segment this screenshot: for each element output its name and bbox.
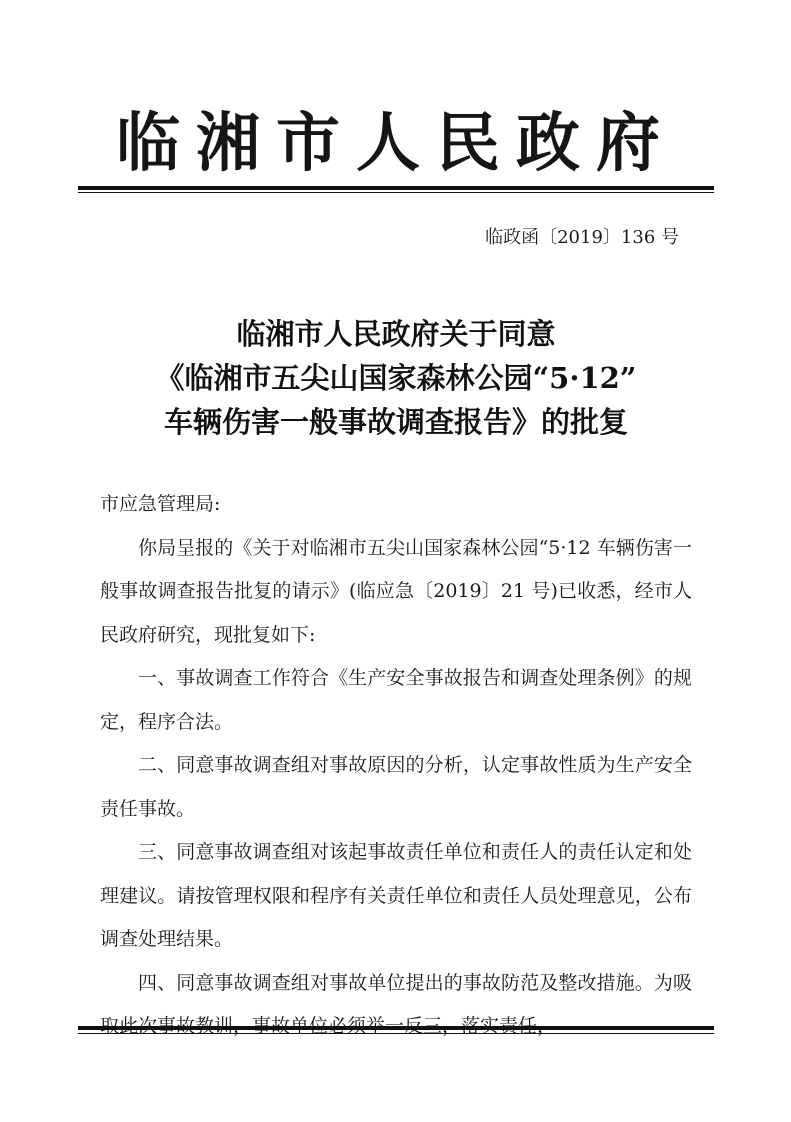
paragraph-2: 一、事故调查工作符合《生产安全事故报告和调查处理条例》的规定，程序合法。 xyxy=(100,667,692,733)
paragraph-5: 四、同意事故调查组对事故单位提出的事故防范及整改措施。为吸 xyxy=(138,971,692,994)
paragraph-3: 二、同意事故调查组对事故原因的分析，认定事故性质为生产安全责任事故。 xyxy=(100,754,692,820)
document-body xyxy=(100,483,692,1049)
paragraph-1: 你局呈报的《关于对临湘市五尖山国家森林公园“5·12 车辆伤害一般事故调查报告批复的请示》(临应急〔2019〕21 号)已收悉，经市人民政府研究，现批复如下: xyxy=(100,536,692,646)
paragraph-4: 三、同意事故调查组对该起事故责任单位和责任人的责任认定和处理建议。请按管理权限和程序有关责任单位和责任人员处理意见，公布调查处理结果。 xyxy=(100,841,692,950)
footer-rule-thin xyxy=(78,1033,714,1034)
document-title xyxy=(78,312,714,444)
footer-rule-thick xyxy=(78,1026,714,1030)
document-number: 临政函〔2019〕136 号 xyxy=(485,227,679,248)
title-line-3: 车辆伤害一般事故调查报告》的批复 xyxy=(163,405,628,439)
masthead-rule-thin xyxy=(78,192,714,193)
masthead-authority-name: 临湘市人民政府 xyxy=(116,107,676,181)
masthead-rule-thick xyxy=(78,186,714,190)
salutation: 市应急管理局: xyxy=(100,493,221,515)
title-line-1: 临湘市人民政府关于同意 xyxy=(236,317,556,351)
title-line-2: 《临湘市五尖山国家森林公园“5·12” xyxy=(155,361,637,395)
